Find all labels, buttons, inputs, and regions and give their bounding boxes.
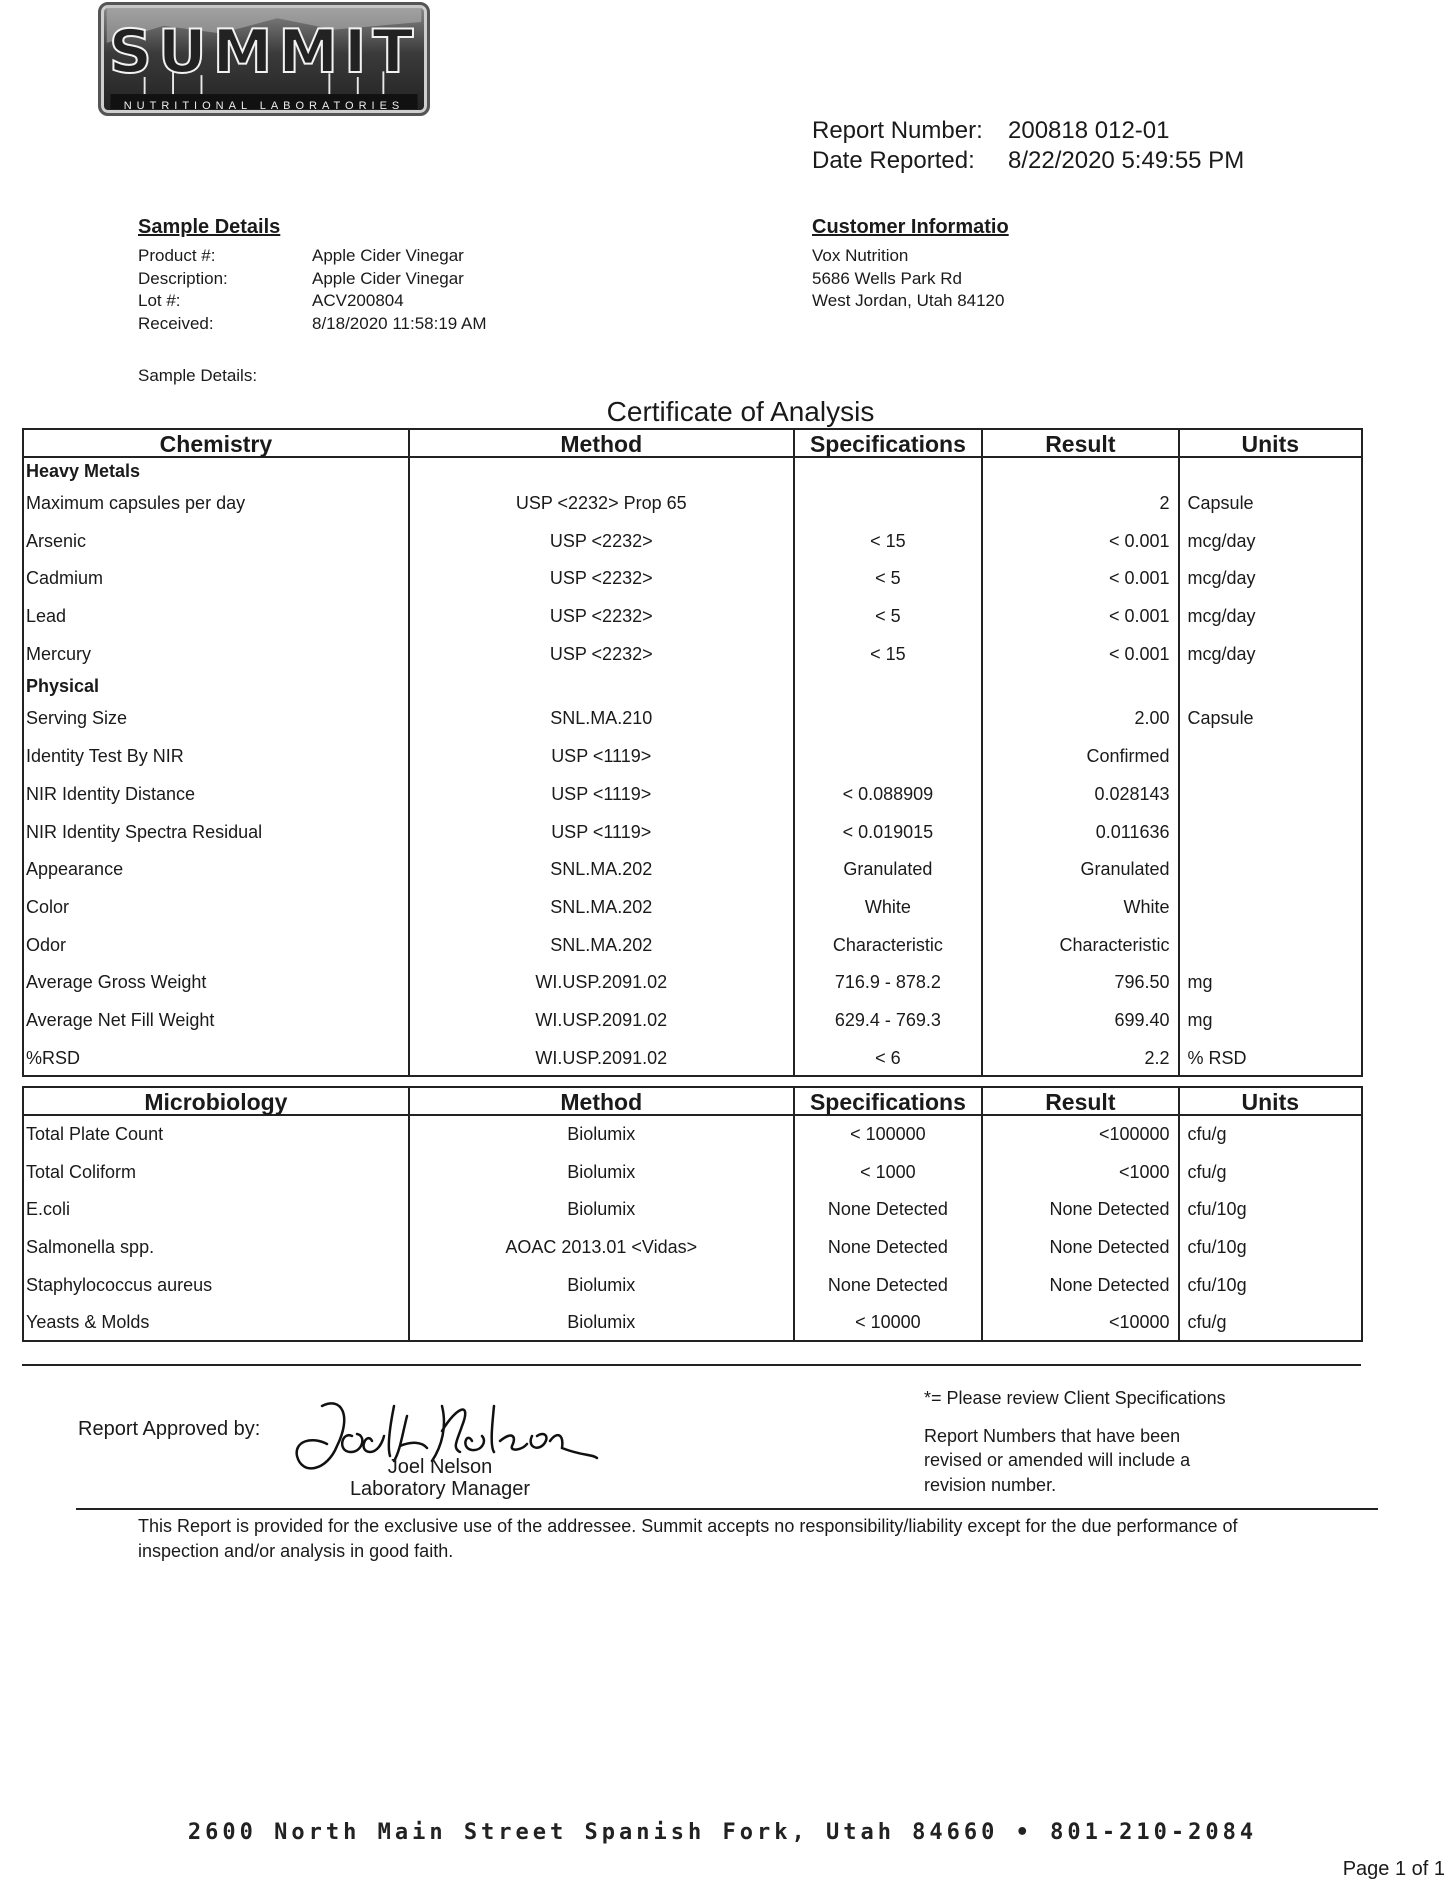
revision-note-line: revision number. bbox=[924, 1474, 1057, 1495]
group-header-row bbox=[24, 458, 1361, 485]
cell-result: <100000 bbox=[983, 1116, 1179, 1154]
table-row bbox=[24, 1116, 1361, 1154]
cell-analyte: %RSD bbox=[24, 1040, 410, 1076]
cell-units: cfu/10g bbox=[1187, 1274, 1247, 1295]
cell-method: SNL.MA.210 bbox=[410, 700, 795, 738]
cell-analyte: Total Plate Count bbox=[24, 1116, 410, 1154]
cell-method: USP <2232> bbox=[410, 560, 795, 598]
customer-name: Vox Nutrition bbox=[812, 246, 909, 265]
sample-details bbox=[138, 245, 487, 335]
cell-method: WI.USP.2091.02 bbox=[410, 1040, 795, 1076]
cell-specification: < 5 bbox=[795, 598, 983, 636]
cell-specification bbox=[795, 700, 983, 738]
report-header bbox=[812, 116, 1244, 176]
table-row bbox=[24, 776, 1361, 814]
table-row bbox=[24, 1229, 1361, 1267]
customer-street: 5686 Wells Park Rd bbox=[812, 268, 962, 288]
date-reported-label: Date Reported: bbox=[812, 147, 975, 174]
cell-analyte: Total Coliform bbox=[24, 1154, 410, 1192]
cell-method: SNL.MA.202 bbox=[410, 851, 795, 889]
report-number: 200818 012-01 bbox=[1008, 117, 1170, 144]
cell-units: cfu/g bbox=[1187, 1312, 1227, 1333]
description-label: Description: bbox=[138, 268, 228, 288]
cell-analyte: Cadmium bbox=[24, 560, 410, 598]
cell-units: Capsule bbox=[1187, 493, 1254, 513]
cell-analyte: Staphylococcus aureus bbox=[24, 1267, 410, 1305]
group-empty-cell bbox=[1180, 673, 1361, 700]
cell-method: Biolumix bbox=[410, 1267, 795, 1305]
page-number: Page 1 of 1 bbox=[1342, 1858, 1445, 1880]
cell-result: < 0.001 bbox=[983, 560, 1179, 598]
table-row bbox=[24, 1040, 1361, 1078]
group-empty-cell bbox=[983, 458, 1179, 485]
cell-method: USP <1119> bbox=[410, 738, 795, 776]
cell-method: Biolumix bbox=[410, 1191, 795, 1229]
cell-method: USP <2232> bbox=[410, 523, 795, 561]
cell-units: cfu/g bbox=[1187, 1124, 1227, 1144]
col-header-method: Method bbox=[410, 430, 795, 456]
customer-info bbox=[812, 245, 1004, 313]
sample-details-title: Sample Details bbox=[138, 216, 281, 238]
cell-specification: < 15 bbox=[795, 636, 983, 674]
disclaimer: This Report is provided for the exclusive use of the addressee. Summit accepts no responsibility/liability except for the due performance of inspection and/or analysis in good faith. bbox=[138, 1516, 1238, 1561]
group-name: Physical bbox=[24, 673, 410, 700]
cell-specification: < 0.088909 bbox=[795, 776, 983, 814]
table-row bbox=[24, 738, 1361, 776]
cell-specification: None Detected bbox=[795, 1191, 983, 1229]
table-row bbox=[24, 851, 1361, 889]
cell-analyte: Color bbox=[24, 889, 410, 927]
cell-method: WI.USP.2091.02 bbox=[410, 964, 795, 1002]
cell-analyte: Mercury bbox=[24, 636, 410, 674]
table-row bbox=[24, 1191, 1361, 1229]
cell-analyte: Identity Test By NIR bbox=[24, 738, 410, 776]
cell-analyte: Average Net Fill Weight bbox=[24, 1002, 410, 1040]
cell-method: SNL.MA.202 bbox=[410, 889, 795, 927]
group-header-row bbox=[24, 673, 1361, 700]
cell-specification: None Detected bbox=[795, 1267, 983, 1305]
cell-analyte: Yeasts & Molds bbox=[24, 1304, 410, 1340]
cell-method: AOAC 2013.01 <Vidas> bbox=[410, 1229, 795, 1267]
col-header-units: Units bbox=[1241, 431, 1300, 457]
cell-result: < 0.001 bbox=[983, 598, 1179, 636]
cell-specification: < 1000 bbox=[795, 1154, 983, 1192]
cell-result: None Detected bbox=[983, 1191, 1179, 1229]
cell-result: 2.00 bbox=[983, 700, 1179, 738]
cell-result: 0.028143 bbox=[983, 776, 1179, 814]
divider-top bbox=[22, 1364, 1361, 1366]
cell-units: mcg/day bbox=[1187, 606, 1256, 627]
chemistry-body bbox=[24, 458, 1361, 1077]
cell-specification: White bbox=[795, 889, 983, 927]
col-header-specifications: Specifications bbox=[795, 430, 983, 456]
cell-result: <1000 bbox=[983, 1154, 1179, 1192]
cell-specification: Characteristic bbox=[795, 927, 983, 965]
group-empty-cell bbox=[1180, 458, 1361, 485]
signer-name: Joel Nelson bbox=[387, 1456, 493, 1478]
col-header-chemistry: Chemistry bbox=[24, 430, 410, 456]
product-label: Product #: bbox=[138, 246, 216, 265]
lot-value: ACV200804 bbox=[312, 291, 404, 310]
table-row bbox=[24, 598, 1361, 636]
col-header-result: Result bbox=[983, 1088, 1179, 1114]
cell-method: WI.USP.2091.02 bbox=[410, 1002, 795, 1040]
cell-analyte: Arsenic bbox=[24, 523, 410, 561]
cell-analyte: E.coli bbox=[24, 1191, 410, 1229]
cell-units: cfu/10g bbox=[1187, 1237, 1247, 1258]
cell-units: mg bbox=[1187, 972, 1213, 993]
group-name: Heavy Metals bbox=[24, 458, 410, 485]
cell-units: cfu/10g bbox=[1187, 1199, 1247, 1220]
col-header-result: Result bbox=[983, 430, 1179, 456]
cell-result: Confirmed bbox=[983, 738, 1179, 776]
cell-result: None Detected bbox=[983, 1267, 1179, 1305]
cell-units: mcg/day bbox=[1187, 530, 1256, 551]
cell-analyte: Appearance bbox=[24, 851, 410, 889]
cell-specification: None Detected bbox=[795, 1229, 983, 1267]
cell-units: mcg/day bbox=[1187, 643, 1256, 664]
cell-method: Biolumix bbox=[410, 1116, 795, 1154]
cell-result: 0.011636 bbox=[983, 814, 1179, 852]
cell-specification: 629.4 - 769.3 bbox=[795, 1002, 983, 1040]
cell-specification bbox=[795, 485, 983, 523]
cell-analyte: Average Gross Weight bbox=[24, 964, 410, 1002]
table-row bbox=[24, 485, 1361, 523]
signer-block bbox=[340, 1456, 540, 1500]
cell-specification bbox=[795, 738, 983, 776]
table-row bbox=[24, 1002, 1361, 1040]
received-value: 8/18/2020 11:58:19 AM bbox=[312, 313, 487, 333]
cell-analyte: NIR Identity Spectra Residual bbox=[24, 814, 410, 852]
summit-logo bbox=[98, 2, 430, 116]
cell-specification: 716.9 - 878.2 bbox=[795, 964, 983, 1002]
cell-analyte: Lead bbox=[24, 598, 410, 636]
signer-title: Laboratory Manager bbox=[349, 1478, 531, 1500]
cell-units bbox=[1180, 851, 1361, 889]
cell-units: mcg/day bbox=[1187, 568, 1256, 589]
chemistry-table bbox=[22, 428, 1363, 1077]
cell-result: White bbox=[983, 889, 1179, 927]
cell-analyte: Maximum capsules per day bbox=[24, 485, 410, 523]
revision-note-line: Report Numbers that have been bbox=[924, 1425, 1181, 1446]
table-row bbox=[24, 964, 1361, 1002]
sample-details-label: Sample Details: bbox=[138, 366, 258, 385]
revision-note-line: revised or amended will include a bbox=[924, 1450, 1191, 1470]
cell-units bbox=[1180, 889, 1361, 927]
microbiology-header-row bbox=[24, 1086, 1361, 1116]
table-row bbox=[24, 927, 1361, 965]
cell-analyte: Serving Size bbox=[24, 700, 410, 738]
col-header-specifications: Specifications bbox=[795, 1088, 983, 1114]
cell-units bbox=[1180, 814, 1361, 852]
group-empty-cell bbox=[410, 673, 795, 700]
cell-analyte: Salmonella spp. bbox=[24, 1229, 410, 1267]
cell-result: None Detected bbox=[983, 1229, 1179, 1267]
microbiology-table bbox=[22, 1086, 1363, 1342]
cell-result: < 0.001 bbox=[983, 523, 1179, 561]
description-value: Apple Cider Vinegar bbox=[312, 268, 464, 288]
col-header-method: Method bbox=[410, 1088, 795, 1114]
cell-specification: < 5 bbox=[795, 560, 983, 598]
group-empty-cell bbox=[410, 458, 795, 485]
notes bbox=[924, 1386, 1226, 1497]
date-reported: 8/22/2020 5:49:55 PM bbox=[1008, 147, 1245, 174]
logo-tagline: NUTRITIONAL LABORATORIES bbox=[123, 100, 405, 112]
col-header-units: Units bbox=[1241, 1089, 1300, 1115]
cell-units: % RSD bbox=[1187, 1047, 1247, 1068]
cell-result: 699.40 bbox=[983, 1002, 1179, 1040]
cell-result: Granulated bbox=[983, 851, 1179, 889]
microbiology-body bbox=[24, 1116, 1361, 1342]
table-row bbox=[24, 636, 1361, 674]
divider-bottom bbox=[76, 1508, 1378, 1510]
customer-info-title: Customer Informatio bbox=[812, 216, 1009, 238]
approved-by-label: Report Approved by: bbox=[78, 1418, 261, 1440]
cell-method: Biolumix bbox=[410, 1154, 795, 1192]
certificate-title: Certificate of Analysis bbox=[606, 396, 875, 427]
cell-result: 796.50 bbox=[983, 964, 1179, 1002]
cell-method: USP <2232> bbox=[410, 636, 795, 674]
client-spec-note: *= Please review Client Specifications bbox=[924, 1388, 1226, 1408]
cell-units bbox=[1180, 776, 1361, 814]
cell-result: 2.2 bbox=[983, 1040, 1179, 1076]
col-header-microbiology: Microbiology bbox=[24, 1088, 410, 1114]
cell-result: 2 bbox=[983, 485, 1179, 523]
cell-analyte: NIR Identity Distance bbox=[24, 776, 410, 814]
table-row bbox=[24, 1154, 1361, 1192]
cell-method: USP <1119> bbox=[410, 776, 795, 814]
product-value: Apple Cider Vinegar bbox=[312, 246, 464, 265]
logo-wordmark: SUMMIT bbox=[108, 17, 420, 87]
cell-specification: < 10000 bbox=[795, 1304, 983, 1340]
cell-specification: < 100000 bbox=[795, 1116, 983, 1154]
lot-label: Lot #: bbox=[138, 291, 181, 310]
cell-units bbox=[1180, 738, 1361, 776]
cell-specification: < 6 bbox=[795, 1040, 983, 1076]
cell-method: USP <2232> Prop 65 bbox=[410, 485, 795, 523]
table-row bbox=[24, 700, 1361, 738]
group-empty-cell bbox=[795, 673, 983, 700]
cell-units: cfu/g bbox=[1187, 1161, 1227, 1182]
cell-specification: < 0.019015 bbox=[795, 814, 983, 852]
customer-city: West Jordan, Utah 84120 bbox=[812, 291, 1005, 310]
received-label: Received: bbox=[138, 313, 214, 333]
chemistry-header-row bbox=[24, 428, 1361, 458]
cell-analyte: Odor bbox=[24, 927, 410, 965]
cell-units: mg bbox=[1187, 1009, 1213, 1030]
table-row bbox=[24, 814, 1361, 852]
table-row bbox=[24, 560, 1361, 598]
cell-units bbox=[1180, 927, 1361, 965]
footer-address: 2600 North Main Street Spanish Fork, Utah 84660 • 801-210-2084 bbox=[187, 1820, 1258, 1845]
cell-result: Characteristic bbox=[983, 927, 1179, 965]
report-number-label: Report Number: bbox=[812, 117, 983, 144]
table-row bbox=[24, 1267, 1361, 1305]
table-row bbox=[24, 1304, 1361, 1342]
cell-method: USP <1119> bbox=[410, 814, 795, 852]
table-row bbox=[24, 889, 1361, 927]
cell-result: < 0.001 bbox=[983, 636, 1179, 674]
cell-specification: < 15 bbox=[795, 523, 983, 561]
cell-method: USP <2232> bbox=[410, 598, 795, 636]
cell-result: <10000 bbox=[983, 1304, 1179, 1340]
cell-specification: Granulated bbox=[795, 851, 983, 889]
cell-method: Biolumix bbox=[410, 1304, 795, 1340]
cell-method: SNL.MA.202 bbox=[410, 927, 795, 965]
table-row bbox=[24, 523, 1361, 561]
cell-units: Capsule bbox=[1187, 708, 1254, 729]
group-empty-cell bbox=[983, 673, 1179, 700]
group-empty-cell bbox=[795, 458, 983, 485]
